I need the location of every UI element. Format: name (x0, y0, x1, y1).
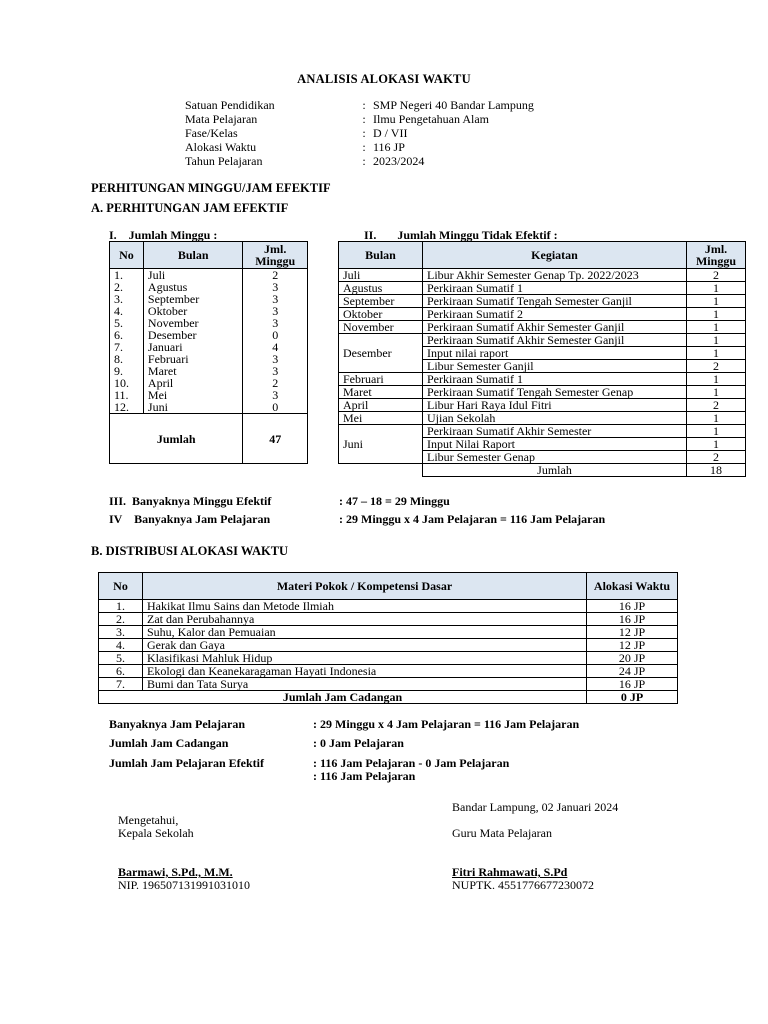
cell-bulan: November (143, 317, 243, 329)
table-row (339, 321, 746, 334)
cell-bulan: Juli (143, 269, 243, 282)
cell-bulan: Oktober (143, 305, 243, 317)
cell-bulan: September (339, 295, 423, 308)
signature-left-heading (118, 814, 194, 840)
cell-no: 5. (99, 652, 143, 665)
cell-bulan: Mei (143, 389, 243, 401)
table-row (339, 412, 746, 425)
total-value: 0 JP (587, 691, 678, 704)
summary-value: : 116 Jam Pelajaran - 0 Jam Pelajaran (313, 756, 510, 770)
col-header-alokasi: Alokasi Waktu (587, 573, 678, 600)
table-row (99, 626, 678, 639)
cell-alokasi: 16 JP (587, 613, 678, 626)
cell-materi: Zat dan Perubahannya (143, 613, 587, 626)
cell-no: 10. (110, 377, 144, 389)
cell-alokasi: 12 JP (587, 639, 678, 652)
summary-block (109, 717, 729, 783)
cell-materi: Suhu, Kalor dan Pemuaian (143, 626, 587, 639)
cell-bulan: April (339, 399, 423, 412)
principal-name: Barmawi, S.Pd., M.M. (118, 865, 233, 879)
cell-no: 11. (110, 389, 144, 401)
table-distribusi-body (99, 600, 678, 704)
cell-alokasi: 16 JP (587, 600, 678, 613)
cell-alokasi: 12 JP (587, 626, 678, 639)
cell-kegiatan: Perkiraan Sumatif Akhir Semester Ganjil (423, 334, 687, 347)
summary-value: : 29 Minggu x 4 Jam Pelajaran = 116 Jam Pelajaran (313, 717, 580, 732)
summary-value-2: : 116 Jam Pelajaran (313, 769, 416, 783)
cell-jml: 3 (243, 317, 308, 329)
cell-bulan: Mei (339, 412, 423, 425)
cell-kegiatan: Libur Akhir Semester Genap Tp. 2022/2023 (423, 269, 687, 282)
cell-bulan: Desember (339, 334, 423, 373)
table-jumlah-minggu-body (110, 269, 308, 464)
meta-value: 2023/2024 (373, 154, 425, 168)
table-row (339, 295, 746, 308)
cell-bulan: Maret (339, 386, 423, 399)
empty-cell (339, 464, 423, 477)
cell-kegiatan: Perkiraan Sumatif Akhir Semester Ganjil (423, 321, 687, 334)
cell-bulan: Agustus (339, 282, 423, 295)
meta-value: SMP Negeri 40 Bandar Lampung (373, 98, 534, 112)
section2-label: II. Jumlah Minggu Tidak Efektif : (364, 228, 558, 242)
table-row (99, 613, 678, 626)
cell-jml: 2 (243, 269, 308, 282)
cell-materi: Gerak dan Gaya (143, 639, 587, 652)
col-header-jml: Jml. Minggu (687, 242, 746, 269)
cell-jml: 1 (687, 412, 746, 425)
col-header-no: No (110, 242, 144, 269)
cell-materi: Klasifikasi Mahluk Hidup (143, 652, 587, 665)
line-label: IV Banyaknya Jam Pelajaran (109, 512, 271, 527)
total-label: Jumlah Jam Cadangan (99, 691, 587, 704)
cell-no: 9. (110, 365, 144, 377)
cell-bulan: November (339, 321, 423, 334)
heading-a: A. PERHITUNGAN JAM EFEKTIF (91, 201, 289, 215)
table-row (339, 386, 746, 399)
cell-kegiatan: Libur Semester Ganjil (423, 360, 687, 373)
table-row (339, 399, 746, 412)
total-value: 47 (243, 414, 308, 464)
document-title: ANALISIS ALOKASI WAKTU (297, 72, 471, 86)
cell-bulan: Februari (339, 373, 423, 386)
cell-kegiatan: Libur Hari Raya Idul Fitri (423, 399, 687, 412)
cell-alokasi: 24 JP (587, 665, 678, 678)
cell-no: 2. (99, 613, 143, 626)
cell-jml: 2 (243, 377, 308, 389)
cell-no: 1. (110, 269, 144, 282)
signature-right (452, 866, 594, 892)
meta-colon: : (362, 140, 366, 154)
cell-jml: 1 (687, 347, 746, 360)
cell-bulan: Juli (339, 269, 423, 282)
table-row (339, 282, 746, 295)
cell-jml: 2 (687, 399, 746, 412)
cell-kegiatan: Perkiraan Sumatif 1 (423, 373, 687, 386)
table-row (99, 665, 678, 678)
meta-key: Alokasi Waktu (185, 140, 257, 154)
col-header-no: No (99, 573, 143, 600)
table-row (110, 401, 308, 414)
meta-row (185, 113, 534, 127)
cell-no: 12. (110, 401, 144, 414)
cell-bulan: Agustus (143, 281, 243, 293)
place-date: Bandar Lampung, 02 Januari 2024 (452, 800, 619, 814)
principal-id: NIP. 196507131991031010 (118, 878, 251, 892)
heading-b: B. DISTRIBUSI ALOKASI WAKTU (91, 544, 289, 558)
teacher-id: NUPTK. 4551776677230072 (452, 878, 595, 892)
table-row (339, 425, 746, 438)
cell-no: 3. (110, 293, 144, 305)
table-row (339, 334, 746, 347)
cell-kegiatan: Ujian Sekolah (423, 412, 687, 425)
table-total-row (339, 464, 746, 477)
line-label: III. Banyaknya Minggu Efektif (109, 494, 272, 509)
table-total-row (99, 691, 678, 704)
cell-jml: 1 (687, 321, 746, 334)
identity-block (185, 99, 534, 169)
cell-no: 7. (99, 678, 143, 691)
cell-bulan: Maret (143, 365, 243, 377)
teacher-name: Fitri Rahmawati, S.Pd (452, 865, 568, 879)
cell-jml: 0 (243, 329, 308, 341)
cell-jml: 3 (243, 365, 308, 377)
table-minggu-tidak-efektif (338, 241, 746, 477)
meta-value: 116 JP (373, 140, 405, 154)
cell-no: 8. (110, 353, 144, 365)
cell-bulan: Juni (339, 425, 423, 464)
cell-no: 2. (110, 281, 144, 293)
meta-colon: : (362, 154, 366, 168)
cell-jml: 1 (687, 282, 746, 295)
cell-jml: 0 (243, 401, 308, 414)
cell-jml: 3 (243, 293, 308, 305)
section1-label: I. Jumlah Minggu : (109, 228, 218, 242)
cell-jml: 3 (243, 281, 308, 293)
table-jumlah-minggu (109, 241, 308, 464)
cell-jml: 1 (687, 438, 746, 451)
cell-kegiatan: Perkiraan Sumatif Tengah Semester Genap (423, 386, 687, 399)
cell-jml: 1 (687, 425, 746, 438)
table-row (339, 269, 746, 282)
col-header-jml: Jml. Minggu (243, 242, 308, 269)
principal-title: Kepala Sekolah (118, 826, 194, 840)
cell-kegiatan: Perkiraan Sumatif 2 (423, 308, 687, 321)
cell-no: 5. (110, 317, 144, 329)
col-header-bulan: Bulan (143, 242, 243, 269)
total-label: Jumlah (423, 464, 687, 477)
meta-value: Ilmu Pengetahuan Alam (373, 112, 489, 126)
total-label: Jumlah (110, 414, 243, 464)
cell-bulan: Juni (143, 401, 243, 414)
summary-label: Jumlah Jam Cadangan (109, 736, 229, 751)
cell-kegiatan: Input nilai raport (423, 347, 687, 360)
cell-bulan: September (143, 293, 243, 305)
cell-no: 6. (110, 329, 144, 341)
cell-materi: Ekologi dan Keanekaragaman Hayati Indonesia (143, 665, 587, 678)
total-value: 18 (687, 464, 746, 477)
meta-colon: : (362, 126, 366, 140)
cell-jml: 1 (687, 308, 746, 321)
table-total-row (110, 414, 308, 464)
cell-jml: 3 (243, 389, 308, 401)
cell-kegiatan: Perkiraan Sumatif Akhir Semester (423, 425, 687, 438)
cell-no: 3. (99, 626, 143, 639)
col-header-materi: Materi Pokok / Kompetensi Dasar (143, 573, 587, 600)
cell-jml: 1 (687, 373, 746, 386)
meta-key: Fase/Kelas (185, 126, 238, 140)
cell-materi: Hakikat Ilmu Sains dan Metode Ilmiah (143, 600, 587, 613)
cell-kegiatan: Libur Semester Genap (423, 451, 687, 464)
teacher-title: Guru Mata Pelajaran (452, 826, 552, 840)
meta-row (185, 127, 534, 141)
cell-jml: 1 (687, 386, 746, 399)
table-row (99, 678, 678, 691)
cell-kegiatan: Perkiraan Sumatif 1 (423, 282, 687, 295)
signature-left (118, 866, 250, 892)
cell-jml: 1 (687, 334, 746, 347)
cell-alokasi: 16 JP (587, 678, 678, 691)
meta-colon: : (362, 98, 366, 112)
cell-kegiatan: Input Nilai Raport (423, 438, 687, 451)
cell-jml: 3 (243, 305, 308, 317)
line-value: : 29 Minggu x 4 Jam Pelajaran = 116 Jam Pelajaran (339, 512, 606, 527)
table-row (339, 373, 746, 386)
meta-row (185, 155, 534, 169)
cell-kegiatan: Perkiraan Sumatif Tengah Semester Ganjil (423, 295, 687, 308)
cell-bulan: Desember (143, 329, 243, 341)
col-header-bulan: Bulan (339, 242, 423, 269)
col-header-kegiatan: Kegiatan (423, 242, 687, 269)
cell-no: 7. (110, 341, 144, 353)
cell-jml: 2 (687, 360, 746, 373)
cell-no: 6. (99, 665, 143, 678)
table-row (99, 600, 678, 613)
meta-row (185, 141, 534, 155)
summary-label: Banyaknya Jam Pelajaran (109, 717, 246, 732)
meta-value: D / VII (373, 126, 408, 140)
cell-bulan: Februari (143, 353, 243, 365)
table-row (339, 308, 746, 321)
cell-jml: 1 (687, 295, 746, 308)
line-minggu-efektif (109, 494, 729, 528)
summary-value: : 0 Jam Pelajaran (313, 736, 404, 751)
line-value: : 47 – 18 = 29 Minggu (339, 494, 450, 509)
cell-jml: 3 (243, 353, 308, 365)
meta-key: Mata Pelajaran (185, 112, 258, 126)
table-minggu-tidak-efektif-body (339, 269, 746, 477)
cell-no: 4. (99, 639, 143, 652)
cell-jml: 2 (687, 451, 746, 464)
table-row (99, 639, 678, 652)
table-row (99, 652, 678, 665)
cell-no: 4. (110, 305, 144, 317)
meta-colon: : (362, 112, 366, 126)
meta-key: Satuan Pendidikan (185, 98, 275, 112)
cell-bulan: Januari (143, 341, 243, 353)
cell-alokasi: 20 JP (587, 652, 678, 665)
meta-key: Tahun Pelajaran (185, 154, 263, 168)
cell-no: 1. (99, 600, 143, 613)
table-distribusi (98, 572, 678, 704)
cell-bulan: Oktober (339, 308, 423, 321)
cell-materi: Bumi dan Tata Surya (143, 678, 587, 691)
cell-jml: 2 (687, 269, 746, 282)
meta-row (185, 99, 534, 113)
heading-main: PERHITUNGAN MINGGU/JAM EFEKTIF (91, 181, 331, 195)
cell-jml: 4 (243, 341, 308, 353)
summary-label: Jumlah Jam Pelajaran Efektif (109, 756, 264, 770)
cell-bulan: April (143, 377, 243, 389)
known-by: Mengetahui, (118, 813, 179, 827)
